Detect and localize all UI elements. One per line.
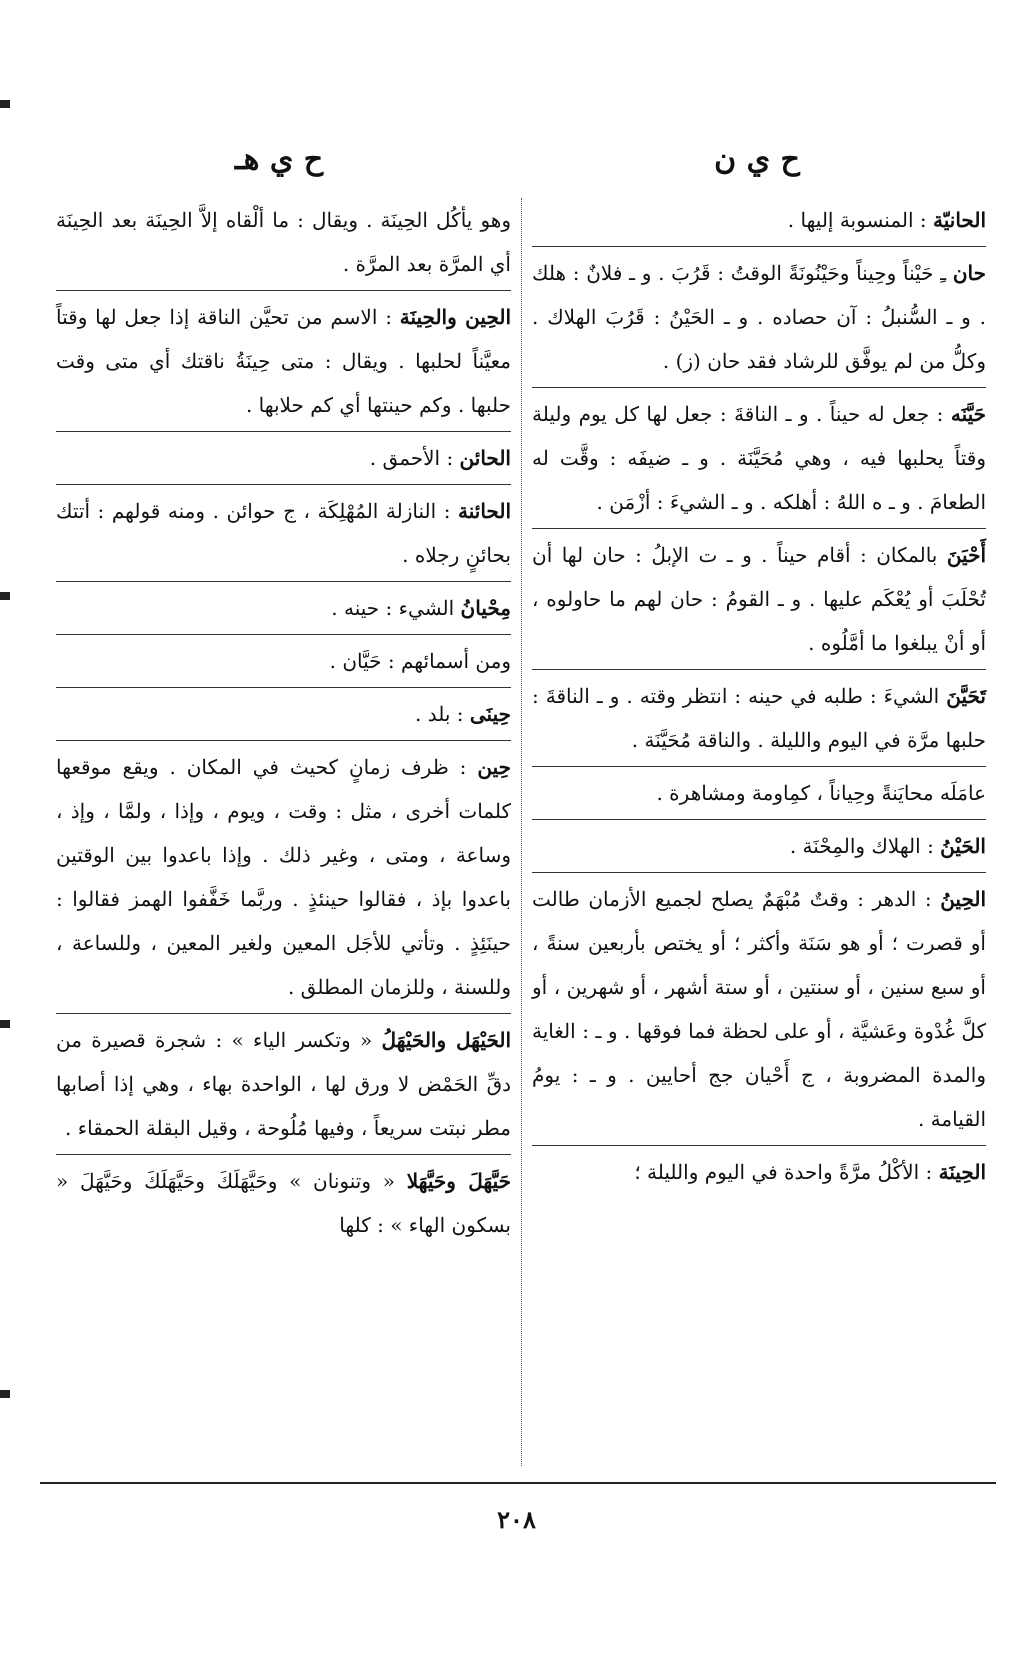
entry-separator [56,484,511,485]
entry-separator [56,1154,511,1155]
entry-headword: حِينَى [469,702,511,726]
entry-definition: « وتكسر الياء » : شجرة قصيرة من دقِّ الحَمْض لا ورق لها ، الواحدة بهاء ، وهي إذا أصابها مطر نبتت سريعاً ، وفيها مُلُوحة ، وقيل البقلة الحمقاء . [56,1028,511,1140]
entry-definition: الشيءَ : طلبه في حينه : انتظر وقته . و ـ الناقةَ : حلبها مرَّة في اليوم والليلة . والناقة مُحَيَّنَة . [532,684,986,752]
margin-mark [0,592,10,600]
entry-separator [56,634,511,635]
entry-headword: حِين [477,755,511,779]
dictionary-entry [532,674,986,762]
entry-headword: حَيَّنَه [950,402,986,426]
entry-headword: الحَيْهَل والحَيْهَلُ [381,1028,511,1052]
entry-separator [532,246,986,247]
entry-headword: الحِينَة [938,1160,986,1184]
dictionary-entry [56,586,511,630]
entry-definition: : الدهر : وقتٌ مُبْهَمٌ يصلح لجميع الأزمان طالت أو قصرت ؛ أو هو سَنَة وأكثر ؛ أو يختص بأربعين سنةً ، أو سبع سنين ، أو سنتين ، أو ستة أشهر ، أو شهرين ، أو كلَّ غُدْوة وعَشيَّة ، أو على لحظة فما فوقها . و ـ : الغاية والمدة المضروبة ، ج أَحْيان جج أحايين . و ـ : يومُ القيامة . [532,887,986,1131]
entry-headword: أَحْيَنَ [946,543,987,567]
entry-headword: الحِينُ [940,887,987,911]
entry-headword: حَيَّهَلَ وحَيَّهَلا [406,1169,512,1193]
entry-separator [56,740,511,741]
entry-separator [532,872,986,873]
entry-definition: : الهلاك والمِحْنَة . [789,834,934,858]
entry-separator [532,766,986,767]
entry-definition: ـِ حَيْناً وحِيناً وحَيْنُونَةً الوقتُ : قَرُبَ . و ـ فلانٌ : هلك . و ـ السُّنبلُ : آن حصاده . و ـ الحَيْنُ : قَرُبَ الهلاك . وكلُّ من لم يوفَّق للرشاد فقد حان (ز) . [532,261,986,373]
entry-separator [56,1013,511,1014]
dictionary-entry [56,1018,511,1150]
entry-definition: : جعل له حيناً . و ـ الناقةَ : جعل لها كل يوم وليلة وقتاً يحلبها فيه ، وهي مُحَيَّنَة . و ـ ضيفَه : وقَّت له الطعامَ . و ـ ه اللهُ : أهلكه . و ـ الشيءَ : أزْمَن . [532,402,986,514]
entry-definition: بالمكان : أقام حيناً . و ـ ت الإبلُ : حان لها أن تُحْلَبَ أو يُعْكَم عليها . و ـ القومُ : حان لهم ما حاولوه ، أو أنْ يبلغوا ما أمَّلُوه . [532,543,986,655]
left-column-root-title: ح ي هـ [234,142,324,177]
entry-separator [56,581,511,582]
entry-headword: الحائن [459,446,511,470]
page-header [40,142,996,192]
entry-separator [56,687,511,688]
dictionary-entry [56,692,511,736]
margin-mark [0,100,10,108]
entry-separator [532,819,986,820]
dictionary-entry [56,1159,511,1247]
entry-definition: عامَلَه محايَنةً وحِياناً ، كمِاومة ومشاهرة . [656,781,986,805]
entry-definition: : الأحمق . [369,446,454,470]
dictionary-entry [56,489,511,577]
entry-separator [532,387,986,388]
right-column [521,198,996,1466]
entry-headword: الحِين والحِينَة [399,305,511,329]
entry-definition: « وتنونان » وحَيَّهَلَكَ وحَيَّهَلَكَ وحَيَّهَلَ « بسكون الهاء » : كلها [56,1169,511,1237]
entry-headword: حان [952,261,986,285]
footer-rule [40,1482,996,1484]
entry-headword: الحائنة [458,499,511,523]
entry-definition: : الأكْلُ مرَّةً واحدة في اليوم والليلة ؛ [634,1160,933,1184]
dictionary-entry [532,824,986,868]
entry-headword: الحانيّة [933,208,986,232]
entry-headword: تَحَيَّنَ [946,684,986,708]
entry-separator [532,528,986,529]
entry-definition: : بلد . [415,702,464,726]
entry-definition: : المنسوبة إليها . [787,208,927,232]
page-number: ٢٠٨ [497,1505,536,1534]
entry-definition: : الاسم من تحيَّن الناقة إذا جعل لها وقتاً معيَّناً لحلبها . ويقال : متى حِينَةُ ناقتك أي متى وقت حلبها . وكم حينتها أي كم حلابها . [56,305,511,417]
dictionary-entry [532,251,986,383]
entry-separator [532,669,986,670]
entry-definition: الشيء : حينه . [331,596,455,620]
entry-definition: ومن أسمائهم : حَيَّان . [329,649,511,673]
dictionary-entry [532,1150,986,1194]
dictionary-entry [532,392,986,524]
entry-headword: الحَيْنُ [940,834,986,858]
entry-definition: : النازلة المُهْلِكَة ، ج حوائن . ومنه قولهم : أتتك بحائنٍ رجلاه . [56,499,511,567]
dictionary-entry [56,295,511,427]
dictionary-entry [56,745,511,1009]
right-column-root-title: ح ي ن [714,142,800,177]
dictionary-entry [56,639,511,683]
left-column [46,198,521,1466]
entry-headword: مِحْيانُ [460,596,511,620]
entry-separator [56,431,511,432]
entry-definition: : ظرف زمانٍ كحيث في المكان . ويقع موقعها كلمات أخرى ، مثل : وقت ، ويوم ، وإذا ، ولمَّا ، وإذ ، وساعة ، ومتى ، وغير ذلك . وإذا باعدوا بين الوقتين باعدوا بإذ ، فقالوا حينئذٍ . وربَّما خَفَّفوا الهمز فقالوا : حينَئِذٍ . وتأتي للأجَل المعين ولغير المعين ، وللساعة ، وللسنة ، وللزمان المطلق . [56,755,511,999]
entry-definition: وهو يأكُل الحِينَة . ويقال : ما ألْقاه إلاَّ الحِينَة بعد الحِينَة أي المرَّة بعد المرَّة . [56,208,511,276]
two-column-body [46,198,996,1466]
dictionary-entry [532,771,986,815]
margin-mark [0,1390,10,1398]
dictionary-entry [56,198,511,286]
entry-separator [532,1145,986,1146]
entry-separator [56,290,511,291]
dictionary-entry [532,198,986,242]
dictionary-entry [532,877,986,1141]
margin-mark [0,1020,10,1028]
dictionary-entry [56,436,511,480]
dictionary-entry [532,533,986,665]
